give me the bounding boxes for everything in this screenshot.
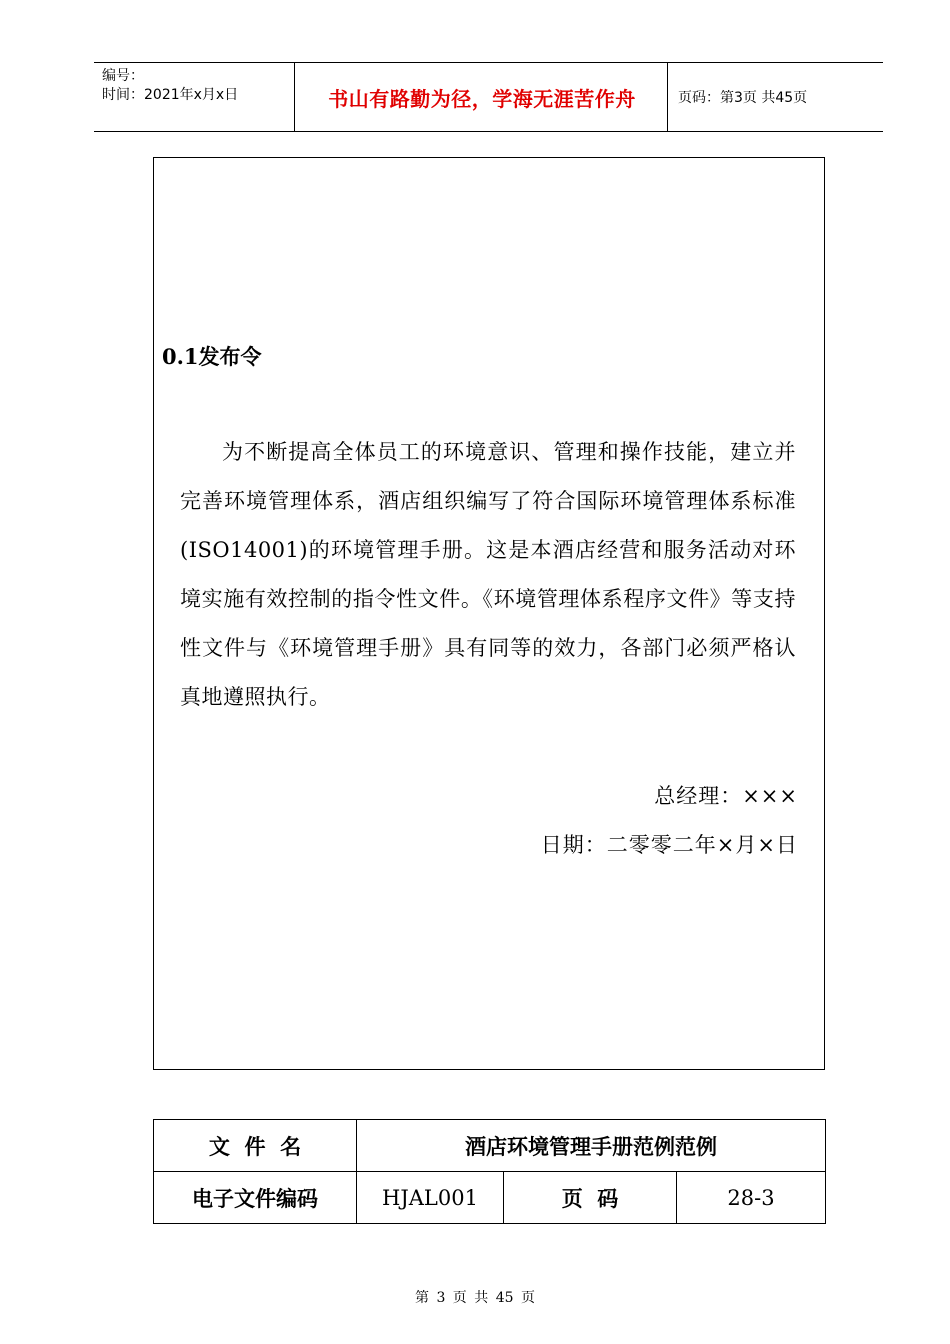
manager-signature: 总经理：××× (654, 784, 798, 808)
file-name-value: 酒店环境管理手册范例范例 (357, 1120, 826, 1172)
content-box (153, 157, 825, 1070)
table-row (154, 1172, 826, 1224)
table-row (154, 1120, 826, 1172)
body-paragraph: 为不断提高全体员工的环境意识、管理和操作技能，建立并完善环境管理体系，酒店组织编写了符合国际环境管理体系标准(ISO14001)的环境管理手册。这是本酒店经营和服务活动对环境实施有效控制的指令性文件。《环境管理体系程序文件》等支持性文件与《环境管理手册》具有同等的效力，各部门必须严格认真地遵照执行。 (180, 440, 796, 709)
header-page-info: 页码：第3页 共45页 (678, 90, 808, 106)
issue-date: 日期：二零零二年×月×日 (540, 833, 798, 857)
page-label: 页 码 (504, 1172, 677, 1224)
page-footer: 第 3 页 共 45 页 (415, 1290, 535, 1306)
section-title: 0.1发布令 (162, 344, 262, 369)
code-value: HJAL001 (357, 1172, 504, 1224)
header-divider (667, 63, 668, 131)
header-divider (294, 63, 295, 131)
header-meta (102, 67, 292, 105)
document-info-table (153, 1119, 826, 1224)
page-value: 28-3 (677, 1172, 826, 1224)
header-motto: 书山有路勤为径，学海无涯苦作舟 (328, 86, 636, 111)
document-time: 时间：2021年x月x日 (102, 87, 239, 103)
document-number-label: 编号： (102, 68, 144, 84)
code-label: 电子文件编码 (154, 1172, 357, 1224)
file-name-label: 文 件 名 (154, 1120, 357, 1172)
page-header (94, 62, 883, 132)
